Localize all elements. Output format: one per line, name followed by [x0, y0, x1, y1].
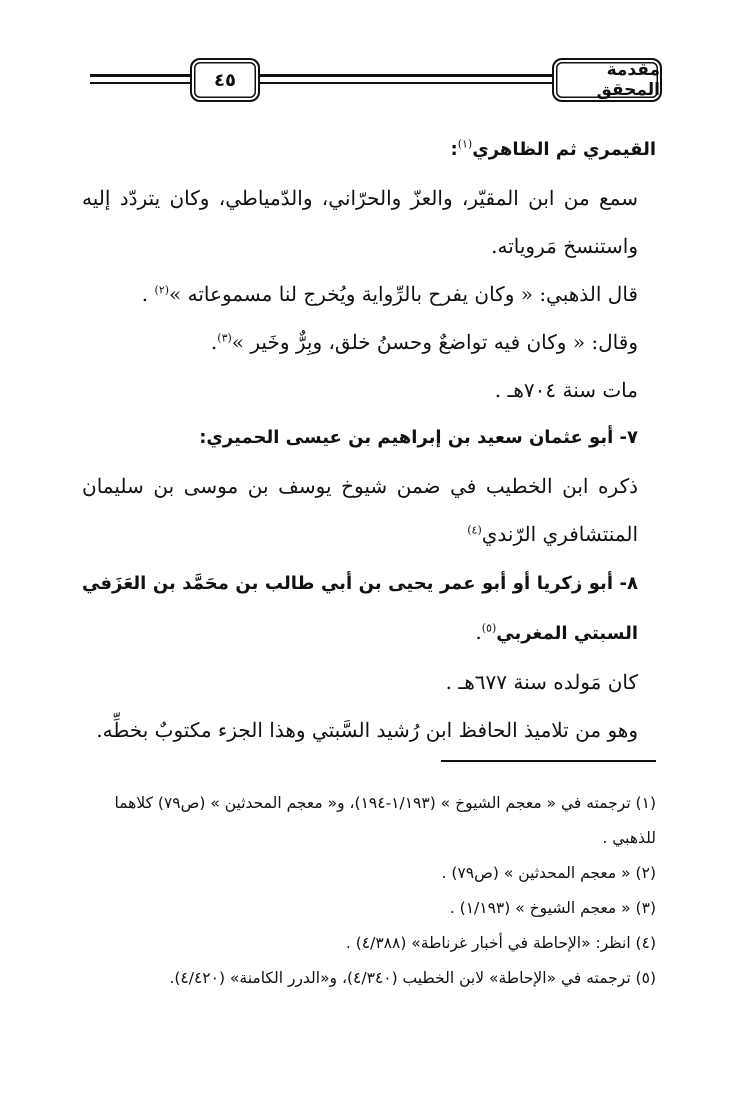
- heading-qaymari: القيمري ثم الظاهري: [472, 139, 656, 160]
- footnote-2: (٢) « معجم المحدثين » (ص٧٩) .: [441, 864, 656, 882]
- footnote-4: (٤) انظر: «الإحاطة في أخبار غرناطة» (٤/٣٨٨) .: [345, 934, 656, 952]
- quote-dhahabi-2: وقال: « وكان فيه تواضعٌ وحسنُ خلق، وبِرٌّ وخَير »: [231, 330, 638, 354]
- footnote-ref-4: (٤): [467, 523, 482, 537]
- paragraph-3: [82, 270, 656, 318]
- footnote-5: (٥) ترجمته في «الإحاطة» لابن الخطيب (٤/٣٤٠)، و«الدرر الكامنة» (٤/٤٢٠).: [169, 969, 656, 987]
- footnote-3: (٣) « معجم الشيوخ » (١/١٩٣) .: [449, 899, 656, 917]
- paragraph-10: وهو من تلاميذ الحافظ ابن رُشيد السَّبتي وهذا الجزء مكتوبٌ بخطِّه.: [96, 718, 638, 742]
- heading-colon: :: [450, 139, 458, 160]
- section-title: مقدمة المحقق: [596, 60, 660, 100]
- paragraph-2: سمع من ابن المقيّر، والعزّ والحرّاني، والدّمياطي، وكان يتردّد إليه واستنسخ مَروياته.: [82, 186, 638, 258]
- paragraph-5: مات سنة ٧٠٤هـ .: [494, 378, 638, 402]
- page-number-box: [190, 58, 260, 102]
- page-header: [90, 55, 662, 105]
- footnote-ref-1: (١): [457, 137, 473, 151]
- footnote-ref-2: (٢): [154, 283, 170, 297]
- paragraph-9: كان مَولده سنة ٦٧٧هـ .: [445, 670, 638, 694]
- quote-dhahabi-1: قال الذهبي: « وكان يفرح بالرِّواية ويُخرج لنا مسموعاته »: [169, 282, 638, 306]
- footnotes: [82, 786, 656, 996]
- heading-entry-8: ٨- أبو زكريا أو أبو عمر يحيى بن أبي طالب بن محَمَّد بن العَزَفي السبتي المغربي: [82, 573, 638, 644]
- entry-7-text: ذكره ابن الخطيب في ضمن شيوخ يوسف بن موسى بن سليمان المنتشافري الرّندي: [82, 474, 638, 546]
- paragraph-7: [82, 462, 656, 558]
- paragraph-8: [82, 558, 656, 658]
- p8-end: .: [475, 620, 482, 644]
- main-text: [82, 124, 656, 754]
- heading-entry-7: ٧- أبو عثمان سعيد بن إبراهيم بن عيسى الحميري:: [199, 427, 638, 448]
- p4-end: .: [210, 330, 218, 354]
- footnote-divider: [441, 760, 656, 762]
- paragraph-1: [82, 124, 656, 174]
- footnote-ref-5: (٥): [481, 621, 497, 635]
- section-title-box: [552, 58, 662, 102]
- paragraph-4: [82, 318, 656, 366]
- p3-end: .: [141, 282, 155, 306]
- footnote-ref-3: (٣): [217, 331, 232, 345]
- page-number: ٤٥: [214, 69, 236, 91]
- footnote-1: (١) ترجمته في « معجم الشيوخ » (١/١٩٣-١٩٤)، و« معجم المحدثين » (ص٧٩) كلاهما للذهبي .: [114, 794, 656, 847]
